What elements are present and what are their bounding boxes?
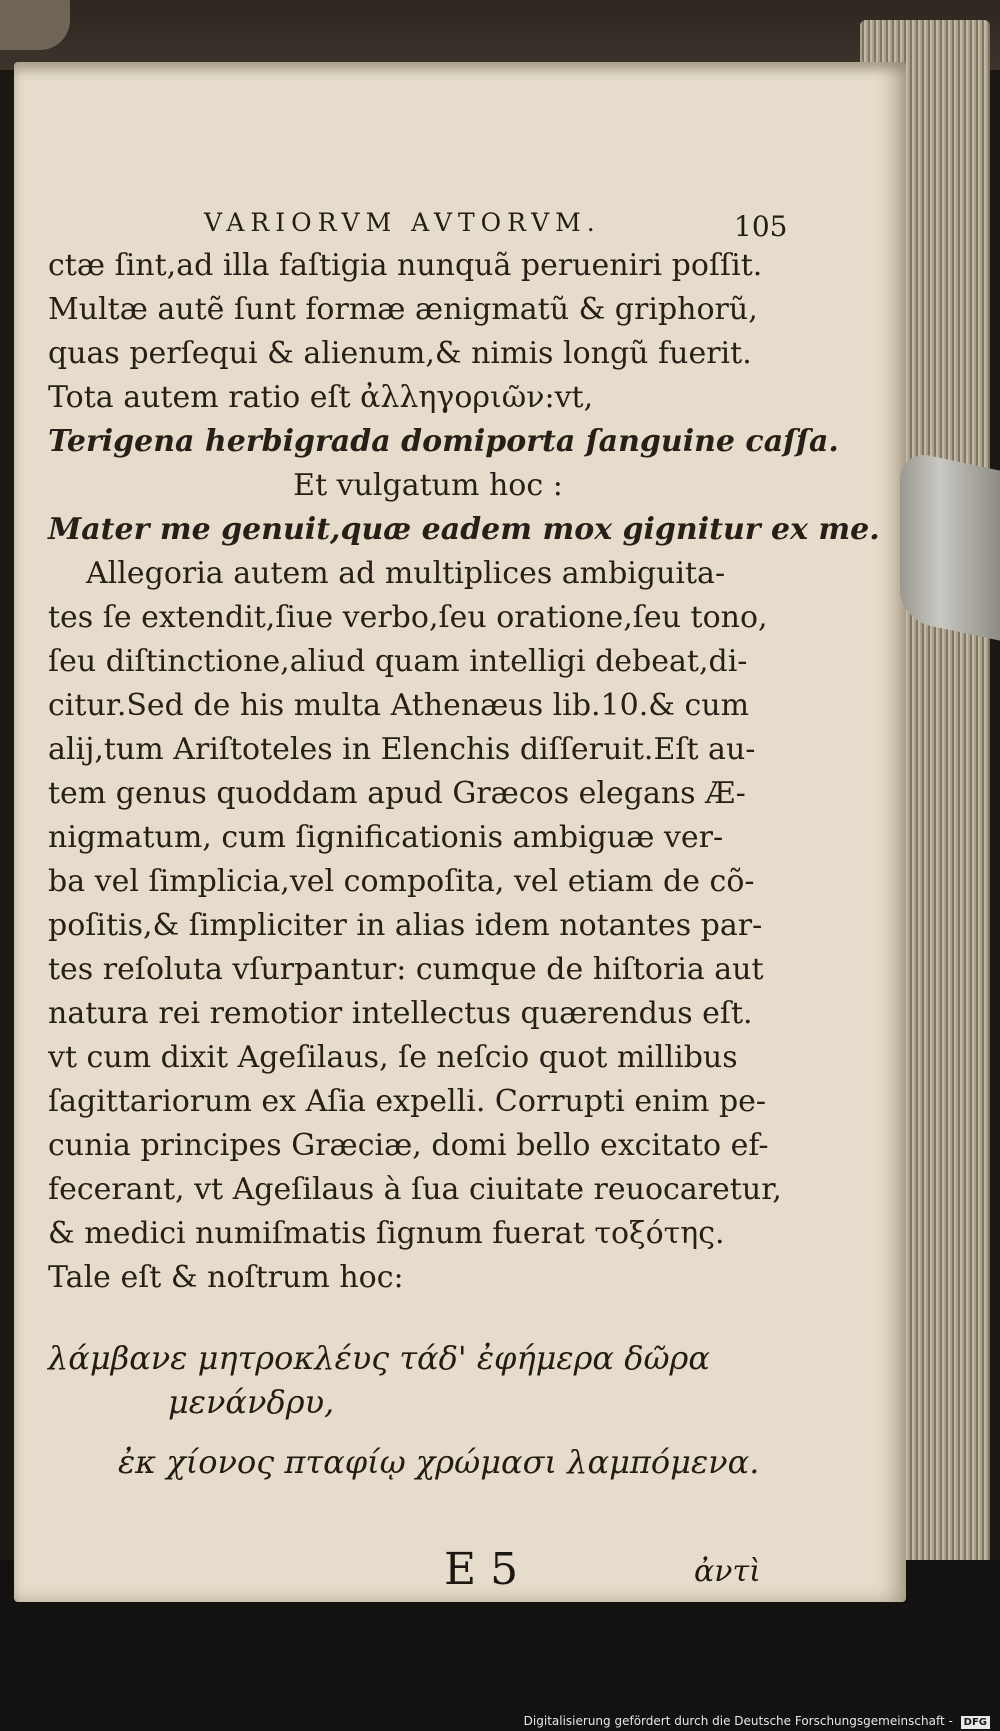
text-line: & medici numiſmatis ſignum fuerat τοξότης. bbox=[48, 1216, 725, 1251]
book-page bbox=[14, 62, 906, 1602]
text-line: ſagittariorum ex Aſia expelli. Corrupti enim pe- bbox=[48, 1084, 767, 1119]
text-line: Tale eſt & noſtrum hoc: bbox=[48, 1260, 404, 1295]
signature-mark: E 5 bbox=[444, 1544, 519, 1595]
text-line: tem genus quoddam apud Græcos elegans Æ- bbox=[48, 776, 746, 811]
book-corner bbox=[0, 0, 70, 50]
text-line: alij,tum Ariſtoteles in Elenchis diſſeruit.Eſt au- bbox=[48, 732, 756, 767]
text-line: tes reſoluta vſurpantur: cumque de hiſtoria aut bbox=[48, 952, 764, 987]
verse-example-line: Terigena herbigrada domiporta ſanguine caſſa. bbox=[48, 424, 839, 459]
verse-example-line: Mater me genuit,quæ eadem mox gignitur ex me. bbox=[48, 512, 880, 547]
page-header bbox=[204, 208, 804, 244]
credit-text: Digitalisierung gefördert durch die Deutsche Forschungsgemeinschaft - bbox=[523, 1714, 953, 1728]
text-line: vt cum dixit Ageſilaus, ſe neſcio quot millibus bbox=[48, 1040, 738, 1075]
text-line: citur.Sed de his multa Athenæus lib.10.& cum bbox=[48, 688, 750, 723]
text-line: tes ſe extendit,ſiue verbo,ſeu oratione,ſeu tono, bbox=[48, 600, 768, 635]
paragraph-start-line: Allegoria autem ad multiplices ambiguita- bbox=[86, 556, 726, 591]
book-clip bbox=[900, 449, 1000, 640]
greek-verse-line: ἐκ χίονος πταφίῳ χρώμασι λαμπόμενα. bbox=[118, 1443, 760, 1481]
text-line: fecerant, vt Ageſilaus à ſua ciuitate reuocaretur, bbox=[48, 1172, 782, 1207]
page-number: 105 bbox=[734, 210, 788, 243]
text-line: natura rei remotior intellectus quærendus eſt. bbox=[48, 996, 753, 1031]
text-line: quas perſequi & alienum,& nimis longũ fuerit. bbox=[48, 336, 752, 371]
dfg-logo: DFG bbox=[961, 1716, 990, 1729]
page-footer bbox=[14, 1544, 906, 1604]
text-line: ba vel ſimplicia,vel compoſita, vel etiam de cõ- bbox=[48, 864, 755, 899]
text-line: ſeu diſtinctione,aliud quam intelligi debeat,di- bbox=[48, 644, 748, 679]
text-line: cunia principes Græciæ, domi bello excitato ef- bbox=[48, 1128, 769, 1163]
text-line: Multæ autẽ ſunt formæ ænigmatũ & griphorũ, bbox=[48, 292, 758, 327]
background-top bbox=[0, 0, 1000, 70]
text-line: nigmatum, cum ſignificationis ambiguæ ver- bbox=[48, 820, 724, 855]
text-line: ctæ ſint,ad illa faſtigia nunquã perueniri poſſit. bbox=[48, 248, 763, 283]
digitization-credit bbox=[524, 1714, 990, 1729]
text-line: poſitis,& ſimpliciter in alias idem notantes par- bbox=[48, 908, 763, 943]
greek-verse-line: λάμβανε μητροκλέυς τάδ' ἐφήμερα δῶρα bbox=[48, 1339, 710, 1377]
text-line: Tota autem ratio eſt ἀλληγοριῶν:vt, bbox=[48, 380, 594, 415]
catchword: ἀντὶ bbox=[694, 1554, 761, 1589]
running-head: VARIORVM AVTORVM. bbox=[204, 208, 601, 237]
text-line: Et vulgatum hoc : bbox=[293, 468, 563, 503]
text-block bbox=[48, 244, 880, 1484]
greek-verse-line: μενάνδρυ, bbox=[168, 1383, 335, 1421]
